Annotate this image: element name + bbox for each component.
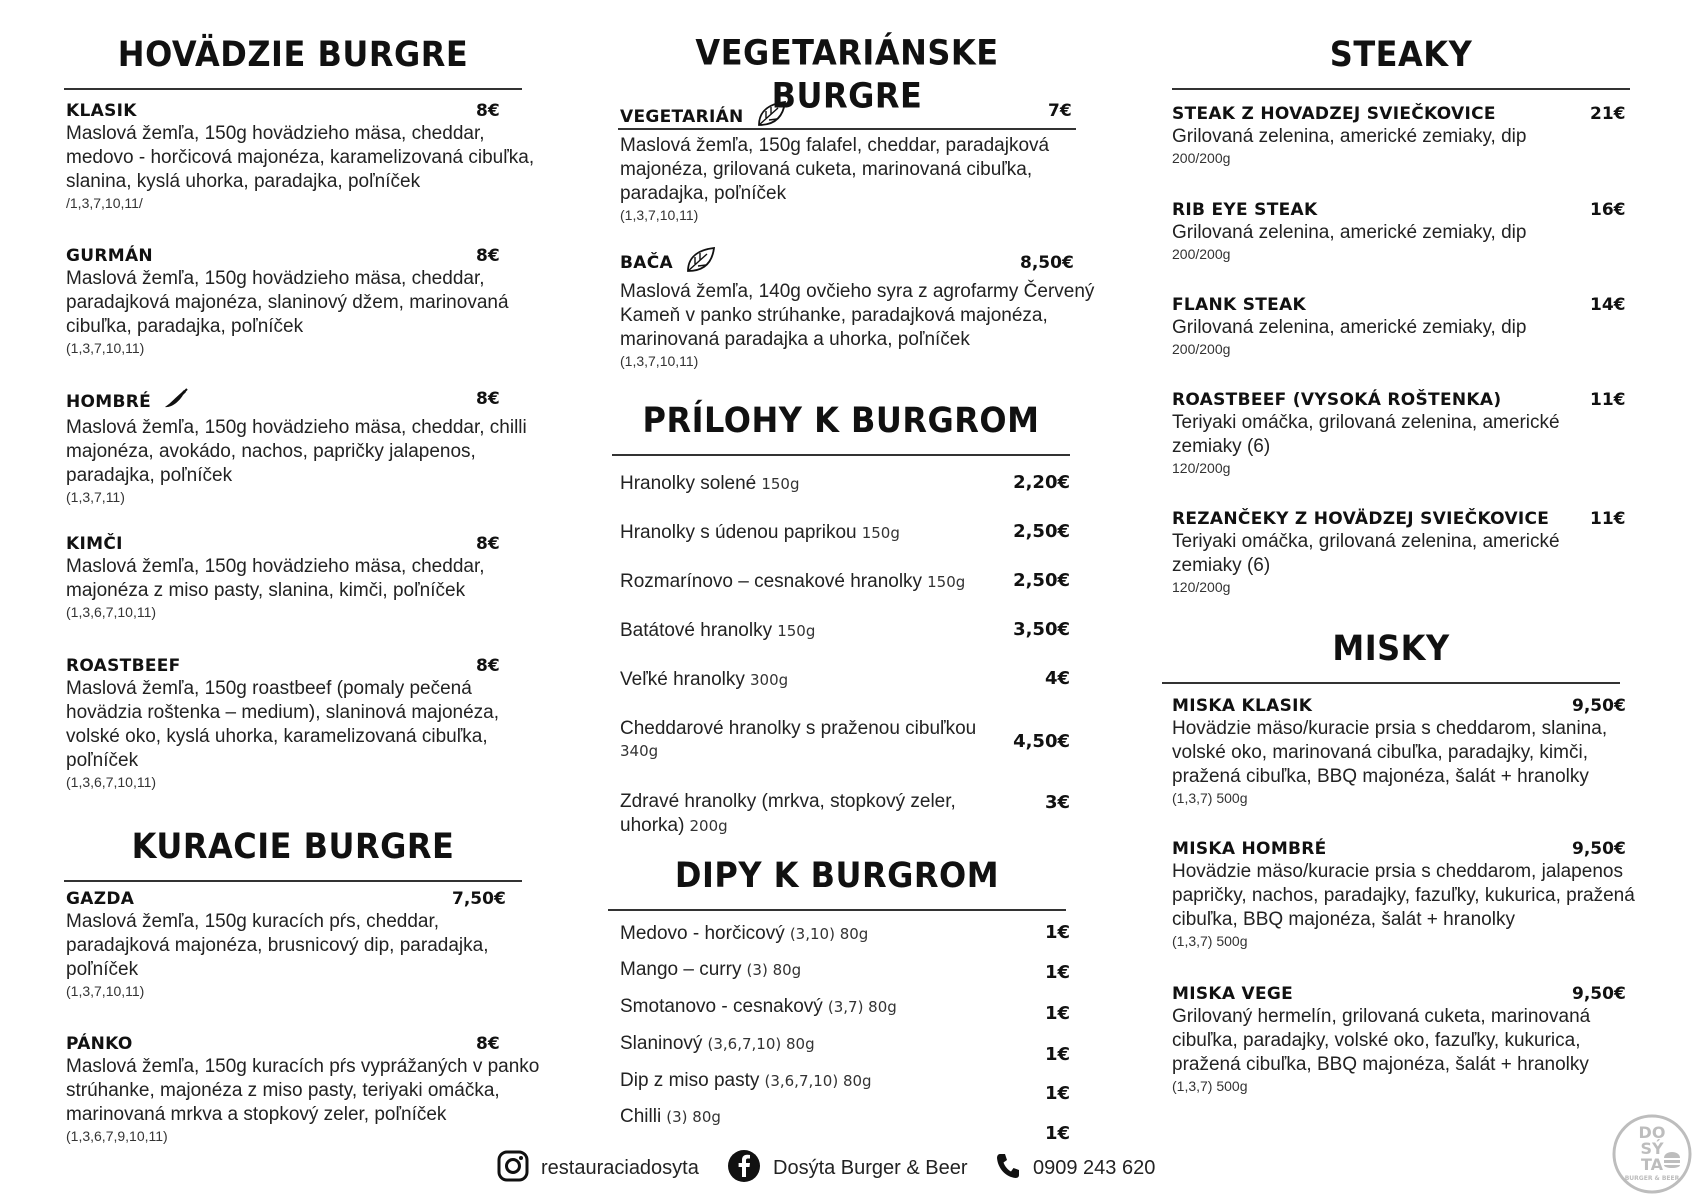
item-name: FLANK STEAK [1172, 295, 1307, 315]
item-name: KIMČI [66, 534, 123, 554]
dip-label: Chilli [620, 1106, 662, 1127]
logo-text-line2: SÝ [1640, 1139, 1664, 1158]
menu-item-bowl [1172, 695, 1662, 807]
item-name: GAZDA [66, 889, 135, 909]
item-allergens: /1,3,7,10,11/ [66, 195, 143, 211]
item-price: 11€ [1590, 509, 1626, 529]
side-weight: 200g [689, 817, 728, 835]
item-price: 8€ [476, 1034, 500, 1054]
section-title-steaks: STEAKY [1329, 33, 1473, 75]
chili-pepper-icon [163, 388, 189, 416]
side-weight: 150g [761, 475, 800, 493]
item-weight: 120/200g [1172, 579, 1231, 595]
dip-allergens-weight: (3,6,7,10) 80g [764, 1072, 872, 1090]
side-label: Rozmarínovo – cesnakové hranolky [620, 571, 923, 592]
side-item [620, 717, 1070, 760]
item-name: ROASTBEEF (VYSOKÁ ROŠTENKA) [1172, 390, 1502, 410]
item-price: 8€ [476, 246, 500, 266]
item-allergens: (1,3,7,10,11) [620, 353, 699, 369]
side-label: Veľké hranolky [620, 669, 745, 690]
side-label: Zdravé hranolky (mrkva, stopkový zeler, uhorka) [620, 791, 956, 836]
menu-item-steak [1172, 103, 1642, 167]
section-chicken [64, 826, 522, 882]
item-price: 11€ [1590, 390, 1626, 410]
section-divider [64, 880, 522, 882]
dip-label: Mango – curry [620, 959, 742, 980]
item-name-text: VEGETARIÁN [620, 107, 744, 127]
item-name-text: BAČA [620, 253, 673, 273]
item-description: Maslová žemľa, 150g hovädzieho mäsa, cheddar, paradajková majonéza, slaninový džem, marinovaná cibuľka, paradajka, poľníček [66, 268, 509, 337]
item-name [66, 388, 586, 416]
side-weight: 300g [750, 671, 789, 689]
item-description: Maslová žemľa, 150g hovädzieho mäsa, cheddar, majonéza z miso pasty, slanina, kimči, poľníček [66, 556, 485, 601]
side-label: Cheddarové hranolky s praženou cibuľkou [620, 718, 977, 739]
section-sides [612, 400, 1070, 456]
item-description: Hovädzie mäso/kuracie prsia s cheddarom, jalapenos papričky, nachos, paradajky, fazuľky, kukurica, pražená cibuľka, BBQ majonéza, šalát + hranolky [1172, 861, 1635, 930]
item-description: Grilovaný hermelín, grilovaná cuketa, marinovaná cibuľka, paradajky, volské oko, fazuľky, kukurica, pražená cibuľka, BBQ majonéza, šalát + hranolky [1172, 1006, 1591, 1075]
item-description: Maslová žemľa, 150g kuracích pŕs vyprážaných v panko strúhanke, majonéza z miso pasty, teriyaki omáčka, marinovaná mrkva a stopkový zeler, poľníček [66, 1056, 540, 1125]
item-description: Grilovaná zelenina, americké zemiaky, dip [1172, 126, 1527, 147]
side-item [620, 570, 1070, 594]
dip-allergens-weight: (3,7) 80g [827, 998, 897, 1016]
item-allergens: (1,3,6,7,10,11) [66, 774, 157, 790]
side-item [620, 521, 1070, 545]
menu-item-klasik [66, 100, 586, 212]
dip-item [620, 1032, 1070, 1065]
dip-allergens-weight: (3) 80g [746, 961, 802, 979]
item-description: Grilovaná zelenina, americké zemiaky, dip [1172, 317, 1527, 338]
dip-price: 1€ [1044, 922, 1070, 943]
side-weight: 150g [927, 573, 966, 591]
section-title-bowls: MISKY [1332, 627, 1450, 669]
instagram-link[interactable] [497, 1150, 699, 1186]
menu-item-steak [1172, 294, 1642, 358]
dip-label: Smotanovo - cesnakový [620, 996, 823, 1017]
side-label: Hranolky solené [620, 473, 757, 494]
item-price: 9,50€ [1572, 839, 1626, 859]
item-description: Maslová žemľa, 150g kuracích pŕs, cheddar, paradajková majonéza, brusnicový dip, paradajka, poľníček [66, 911, 489, 980]
dip-label: Slaninový [620, 1033, 703, 1054]
side-label: Batátové hranolky [620, 620, 773, 641]
leaf-icon [756, 100, 788, 134]
side-weight: 150g [861, 524, 900, 542]
section-divider [1172, 88, 1630, 90]
item-name: MISKA VEGE [1172, 984, 1294, 1004]
item-allergens: (1,3,7,10,11) [66, 340, 145, 356]
menu-item-baca [620, 246, 1110, 370]
logo-tagline: BURGER & BEER [1624, 1175, 1680, 1182]
item-price: 8€ [476, 389, 500, 409]
item-name: PÁNKO [66, 1034, 133, 1054]
menu-item-vegetarian [620, 100, 1100, 224]
item-price: 7€ [1048, 101, 1072, 121]
side-price: 3€ [1044, 792, 1070, 813]
burger-icon [1664, 1152, 1680, 1158]
menu-item-steak [1172, 199, 1642, 263]
item-price: 16€ [1590, 200, 1626, 220]
item-weight: 120/200g [1172, 460, 1231, 476]
item-description: Maslová žemľa, 150g hovädzieho mäsa, cheddar, chilli majonéza, avokádo, nachos, papričky jalapenos, paradajka, poľníček [66, 417, 527, 486]
side-label: Hranolky s údenou paprikou [620, 522, 857, 543]
item-price: 9,50€ [1572, 984, 1626, 1004]
menu-item-hombre [66, 388, 586, 506]
item-name: GURMÁN [66, 246, 153, 266]
menu-item-steak [1172, 508, 1642, 596]
item-price: 14€ [1590, 295, 1626, 315]
section-bowls [1162, 628, 1620, 684]
item-name: ROASTBEEF [66, 656, 181, 676]
section-title-vegetarian: VEGETARIÁNSKE BURGRE [695, 31, 999, 117]
item-allergens: (1,3,7,10,11) [66, 983, 145, 999]
item-weight: (1,3,7) 500g [1172, 790, 1248, 806]
item-allergens: (1,3,7,10,11) [620, 207, 699, 223]
side-price: 2,50€ [1013, 521, 1070, 542]
brand-logo [1612, 1114, 1692, 1194]
side-weight: 340g [620, 742, 659, 760]
menu-item-roastbeef [66, 655, 586, 791]
side-weight: 150g [777, 622, 816, 640]
item-price: 9,50€ [1572, 696, 1626, 716]
dip-item [620, 995, 1070, 1024]
item-name: MISKA HOMBRÉ [1172, 839, 1327, 859]
item-weight: 200/200g [1172, 150, 1231, 166]
item-weight: 200/200g [1172, 341, 1231, 357]
dip-allergens-weight: (3) 80g [666, 1108, 721, 1126]
item-description: Teriyaki omáčka, grilovaná zelenina, americké zemiaky (6) [1172, 531, 1560, 576]
item-description: Grilovaná zelenina, americké zemiaky, dip [1172, 222, 1527, 243]
item-allergens: (1,3,6,7,9,10,11) [66, 1128, 168, 1144]
dip-price: 1€ [1044, 1083, 1070, 1104]
item-price: 8€ [476, 534, 500, 554]
item-price: 8,50€ [1020, 253, 1074, 273]
side-price: 2,50€ [1013, 570, 1070, 591]
leaf-icon [685, 246, 717, 280]
instagram-icon [497, 1150, 529, 1186]
side-item [620, 668, 1070, 692]
menu-item-gurman [66, 245, 586, 357]
side-item [620, 790, 1070, 838]
item-weight: 200/200g [1172, 246, 1231, 262]
item-description: Maslová žemľa, 140g ovčieho syra z agrofarmy Červený Kameň v panko strúhanke, paradajková majonéza, marinovaná paradajka a uhorka, poľníček [620, 281, 1095, 350]
menu-item-bowl [1172, 838, 1662, 950]
dip-allergens-weight: (3,10) 80g [789, 925, 869, 943]
menu-item-steak [1172, 389, 1642, 477]
section-dips [608, 855, 1066, 911]
side-price: 3,50€ [1013, 619, 1070, 640]
section-beef [64, 34, 522, 90]
phone-link[interactable] [995, 1150, 1155, 1186]
side-price: 4,50€ [1013, 731, 1070, 752]
side-price: 2,20€ [1013, 472, 1070, 493]
side-price: 4€ [1044, 668, 1070, 689]
item-name: STEAK Z HOVADZEJ SVIEČKOVICE [1172, 104, 1496, 124]
phone-icon [995, 1152, 1021, 1184]
item-name: KLASIK [66, 101, 137, 121]
section-title-chicken: KURACIE BURGRE [131, 825, 455, 867]
contact-footer [497, 1150, 1197, 1190]
instagram-handle: restauraciadosyta [541, 1156, 699, 1179]
item-name [620, 100, 1100, 134]
item-weight: (1,3,7) 500g [1172, 933, 1248, 949]
dip-item [620, 922, 1070, 946]
facebook-page-name: Dosýta Burger & Beer [773, 1156, 968, 1179]
facebook-link[interactable] [727, 1150, 968, 1186]
item-price: 21€ [1590, 104, 1626, 124]
logo-text-line1: DO [1638, 1123, 1666, 1142]
dip-item [620, 1105, 1070, 1144]
item-name-text: HOMBRÉ [66, 392, 152, 412]
item-description: Maslová žemľa, 150g hovädzieho mäsa, cheddar, medovo - horčicová majonéza, karamelizovaná cibuľka, slanina, kyslá uhorka, paradajka, poľníček [66, 123, 535, 192]
dip-price: 1€ [1044, 962, 1070, 983]
item-description: Teriyaki omáčka, grilovaná zelenina, americké zemiaky (6) [1172, 412, 1560, 457]
dip-allergens-weight: (3,6,7,10) 80g [707, 1035, 815, 1053]
item-description: Maslová žemľa, 150g roastbeef (pomaly pečená hovädzia roštenka – medium), slaninová majonéza, volské oko, kyslá uhorka, karamelizovaná cibuľka, poľníček [66, 678, 500, 771]
section-steaks [1172, 34, 1630, 90]
section-divider [612, 454, 1070, 456]
item-price: 8€ [476, 101, 500, 121]
dip-label: Medovo - horčicový [620, 923, 785, 944]
logo-text-line3: TA [1640, 1155, 1664, 1174]
menu-item-kimci [66, 533, 586, 621]
item-price: 7,50€ [452, 889, 506, 909]
dip-price: 1€ [1044, 1123, 1070, 1144]
section-title-beef: HOVÄDZIE BURGRE [117, 33, 469, 75]
dip-item [620, 1069, 1070, 1104]
item-weight: (1,3,7) 500g [1172, 1078, 1248, 1094]
item-name: REZANČEKY Z HOVÄDZEJ SVIEČKOVICE [1172, 509, 1550, 529]
dip-item [620, 958, 1070, 982]
side-item [620, 472, 1070, 496]
item-name: MISKA KLASIK [1172, 696, 1313, 716]
menu-item-gazda [66, 888, 586, 1000]
menu-item-bowl [1172, 983, 1662, 1095]
section-divider [1162, 682, 1620, 684]
menu-item-panko [66, 1033, 586, 1145]
section-title-sides: PRÍLOHY K BURGROM [642, 399, 1040, 441]
facebook-icon [727, 1149, 761, 1187]
dip-price: 1€ [1044, 1003, 1070, 1024]
item-allergens: (1,3,7,11) [66, 489, 125, 505]
item-description: Hovädzie mäso/kuracie prsia s cheddarom, slanina, volské oko, marinovaná cibuľka, paradajky, kimči, pražená cibuľka, BBQ majonéza, šalát + hranolky [1172, 718, 1608, 787]
section-title-dips: DIPY K BURGROM [674, 854, 1000, 896]
dip-label: Dip z miso pasty [620, 1070, 760, 1091]
dip-price: 1€ [1044, 1044, 1070, 1065]
item-description: Maslová žemľa, 150g falafel, cheddar, paradajková majonéza, grilovaná cuketa, marinovaná cibuľka, paradajka, poľníček [620, 135, 1050, 204]
side-item [620, 619, 1070, 643]
item-name: RIB EYE STEAK [1172, 200, 1318, 220]
item-price: 8€ [476, 656, 500, 676]
item-allergens: (1,3,6,7,10,11) [66, 604, 157, 620]
phone-number: 0909 243 620 [1033, 1156, 1156, 1179]
section-divider [64, 88, 522, 90]
section-divider [608, 909, 1066, 911]
